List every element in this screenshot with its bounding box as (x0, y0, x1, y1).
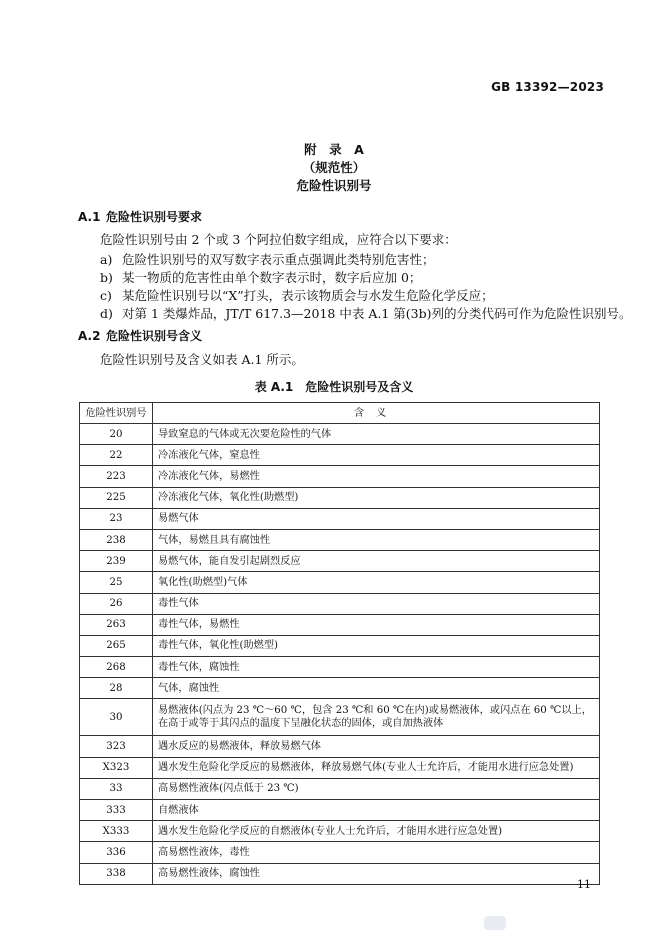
hazard-code-cell: 263 (80, 614, 153, 635)
hazard-meaning-cell: 遇水发生危险化学反应的易燃液体，释放易燃气体(专业人士允许后，才能用水进行应急处置) (153, 757, 600, 778)
table-body (80, 424, 600, 885)
item-marker: b) (100, 270, 113, 285)
table-row (80, 572, 600, 593)
hazard-meaning-cell: 遇水发生危险化学反应的自燃液体(专业人士允许后，才能用水进行应急处置) (153, 821, 600, 842)
requirement-item-a (100, 250, 435, 268)
table-row (80, 424, 600, 445)
appendix-nature: （规范性） (302, 160, 366, 175)
table-row (80, 821, 600, 842)
hazard-id-table (79, 402, 600, 885)
section-a1-title: 危险性识别号要求 (106, 210, 203, 224)
section-a1-intro: 危险性识别号由 2 个或 3 个阿拉伯数字组成，应符合以下要求： (100, 232, 457, 247)
hazard-code-cell: 223 (80, 466, 153, 487)
appendix-title: 附 录 A (304, 142, 364, 157)
item-marker: d) (100, 306, 113, 321)
hazard-meaning-cell: 遇水反应的易燃液体，释放易燃气体 (153, 736, 600, 757)
hazard-code-cell: X333 (80, 821, 153, 842)
hazard-meaning-cell: 高易燃性液体，腐蚀性 (153, 863, 600, 884)
hazard-meaning-cell: 毒性气体，氧化性(助燃型) (153, 635, 600, 656)
section-a1-heading (78, 208, 202, 225)
page-number: 11 (577, 878, 591, 891)
hazard-meaning-cell: 气体，易燃且具有腐蚀性 (153, 529, 600, 550)
hazard-code-cell: 26 (80, 593, 153, 614)
requirement-item-c (100, 286, 494, 304)
hazard-code-cell: 268 (80, 657, 153, 678)
hazard-code-cell: 338 (80, 863, 153, 884)
header-meaning: 含义 (153, 403, 600, 424)
hazard-code-cell: 33 (80, 778, 153, 799)
hazard-code-cell: 28 (80, 678, 153, 699)
table-row (80, 778, 600, 799)
table-row (80, 593, 600, 614)
item-marker: c) (100, 288, 112, 303)
table-row (80, 699, 600, 736)
section-a2-intro: 危险性识别号及含义如表 A.1 所示。 (100, 352, 304, 367)
hazard-meaning-cell: 冷冻液化气体，氧化性(助燃型) (153, 487, 600, 508)
section-a2-heading (78, 327, 202, 344)
hazard-meaning-cell: 冷冻液化气体，易燃性 (153, 466, 600, 487)
hazard-code-cell: 23 (80, 508, 153, 529)
hazard-code-cell: 265 (80, 635, 153, 656)
header-code: 危险性识别号 (80, 403, 153, 424)
hazard-code-cell: 225 (80, 487, 153, 508)
table-row (80, 635, 600, 656)
table-row (80, 842, 600, 863)
item-text: 某一物质的危害性由单个数字表示时，数字后应加 0； (122, 270, 422, 285)
section-a2-title: 危险性识别号含义 (106, 329, 203, 343)
table-row (80, 445, 600, 466)
hazard-code-cell: 336 (80, 842, 153, 863)
table-row (80, 800, 600, 821)
watermark-logo (484, 916, 506, 930)
table-row (80, 487, 600, 508)
table-header-row (80, 403, 600, 424)
table-row (80, 657, 600, 678)
hazard-code-cell: 239 (80, 551, 153, 572)
hazard-code-cell: 30 (80, 699, 153, 736)
item-marker: a) (100, 252, 113, 267)
section-a2-number: A.2 (78, 329, 101, 343)
table-row (80, 529, 600, 550)
hazard-meaning-cell: 毒性气体，易燃性 (153, 614, 600, 635)
hazard-code-cell: 323 (80, 736, 153, 757)
table-row (80, 863, 600, 884)
hazard-meaning-cell: 毒性气体 (153, 593, 600, 614)
hazard-meaning-cell: 导致窒息的气体或无次要危险性的气体 (153, 424, 600, 445)
hazard-meaning-cell: 高易燃性液体(闪点低于 23 ℃) (153, 778, 600, 799)
table-row (80, 551, 600, 572)
item-text: 对第 1 类爆炸品，JT/T 617.3—2018 中表 A.1 第(3b)列的分类代码可作为危险性识别号。 (122, 306, 632, 321)
table-row (80, 736, 600, 757)
section-a1-number: A.1 (78, 210, 101, 224)
item-text: 危险性识别号的双写数字表示重点强调此类特别危害性； (122, 252, 435, 267)
hazard-code-cell: 238 (80, 529, 153, 550)
hazard-meaning-cell: 气体，腐蚀性 (153, 678, 600, 699)
table-row (80, 466, 600, 487)
requirement-item-b (100, 268, 421, 286)
hazard-code-cell: 333 (80, 800, 153, 821)
table-row (80, 508, 600, 529)
hazard-meaning-cell: 易燃液体(闪点为 23 ℃～60 ℃，包含 23 ℃和 60 ℃在内)或易燃液体，或闪点在 60 ℃以上，在高于或等于其闪点的温度下呈融化状态的固体，或自加热液体 (153, 699, 600, 736)
hazard-meaning-cell: 氧化性(助燃型)气体 (153, 572, 600, 593)
table-row (80, 757, 600, 778)
requirement-item-d (100, 304, 631, 322)
hazard-meaning-cell: 高易燃性液体，毒性 (153, 842, 600, 863)
table-caption: 表 A.1 危险性识别号及含义 (254, 380, 414, 394)
hazard-code-cell: 20 (80, 424, 153, 445)
hazard-meaning-cell: 易燃气体 (153, 508, 600, 529)
hazard-code-cell: 22 (80, 445, 153, 466)
standard-code: GB 13392—2023 (491, 80, 604, 94)
hazard-meaning-cell: 易燃气体，能自发引起剧烈反应 (153, 551, 600, 572)
hazard-code-cell: 25 (80, 572, 153, 593)
hazard-meaning-cell: 毒性气体，腐蚀性 (153, 657, 600, 678)
hazard-meaning-cell: 自燃液体 (153, 800, 600, 821)
hazard-code-cell: X323 (80, 757, 153, 778)
appendix-name: 危险性识别号 (296, 178, 372, 193)
table-row (80, 678, 600, 699)
hazard-meaning-cell: 冷冻液化气体，窒息性 (153, 445, 600, 466)
table-row (80, 614, 600, 635)
item-text: 某危险性识别号以“X”打头，表示该物质会与水发生危险化学反应； (122, 288, 494, 303)
